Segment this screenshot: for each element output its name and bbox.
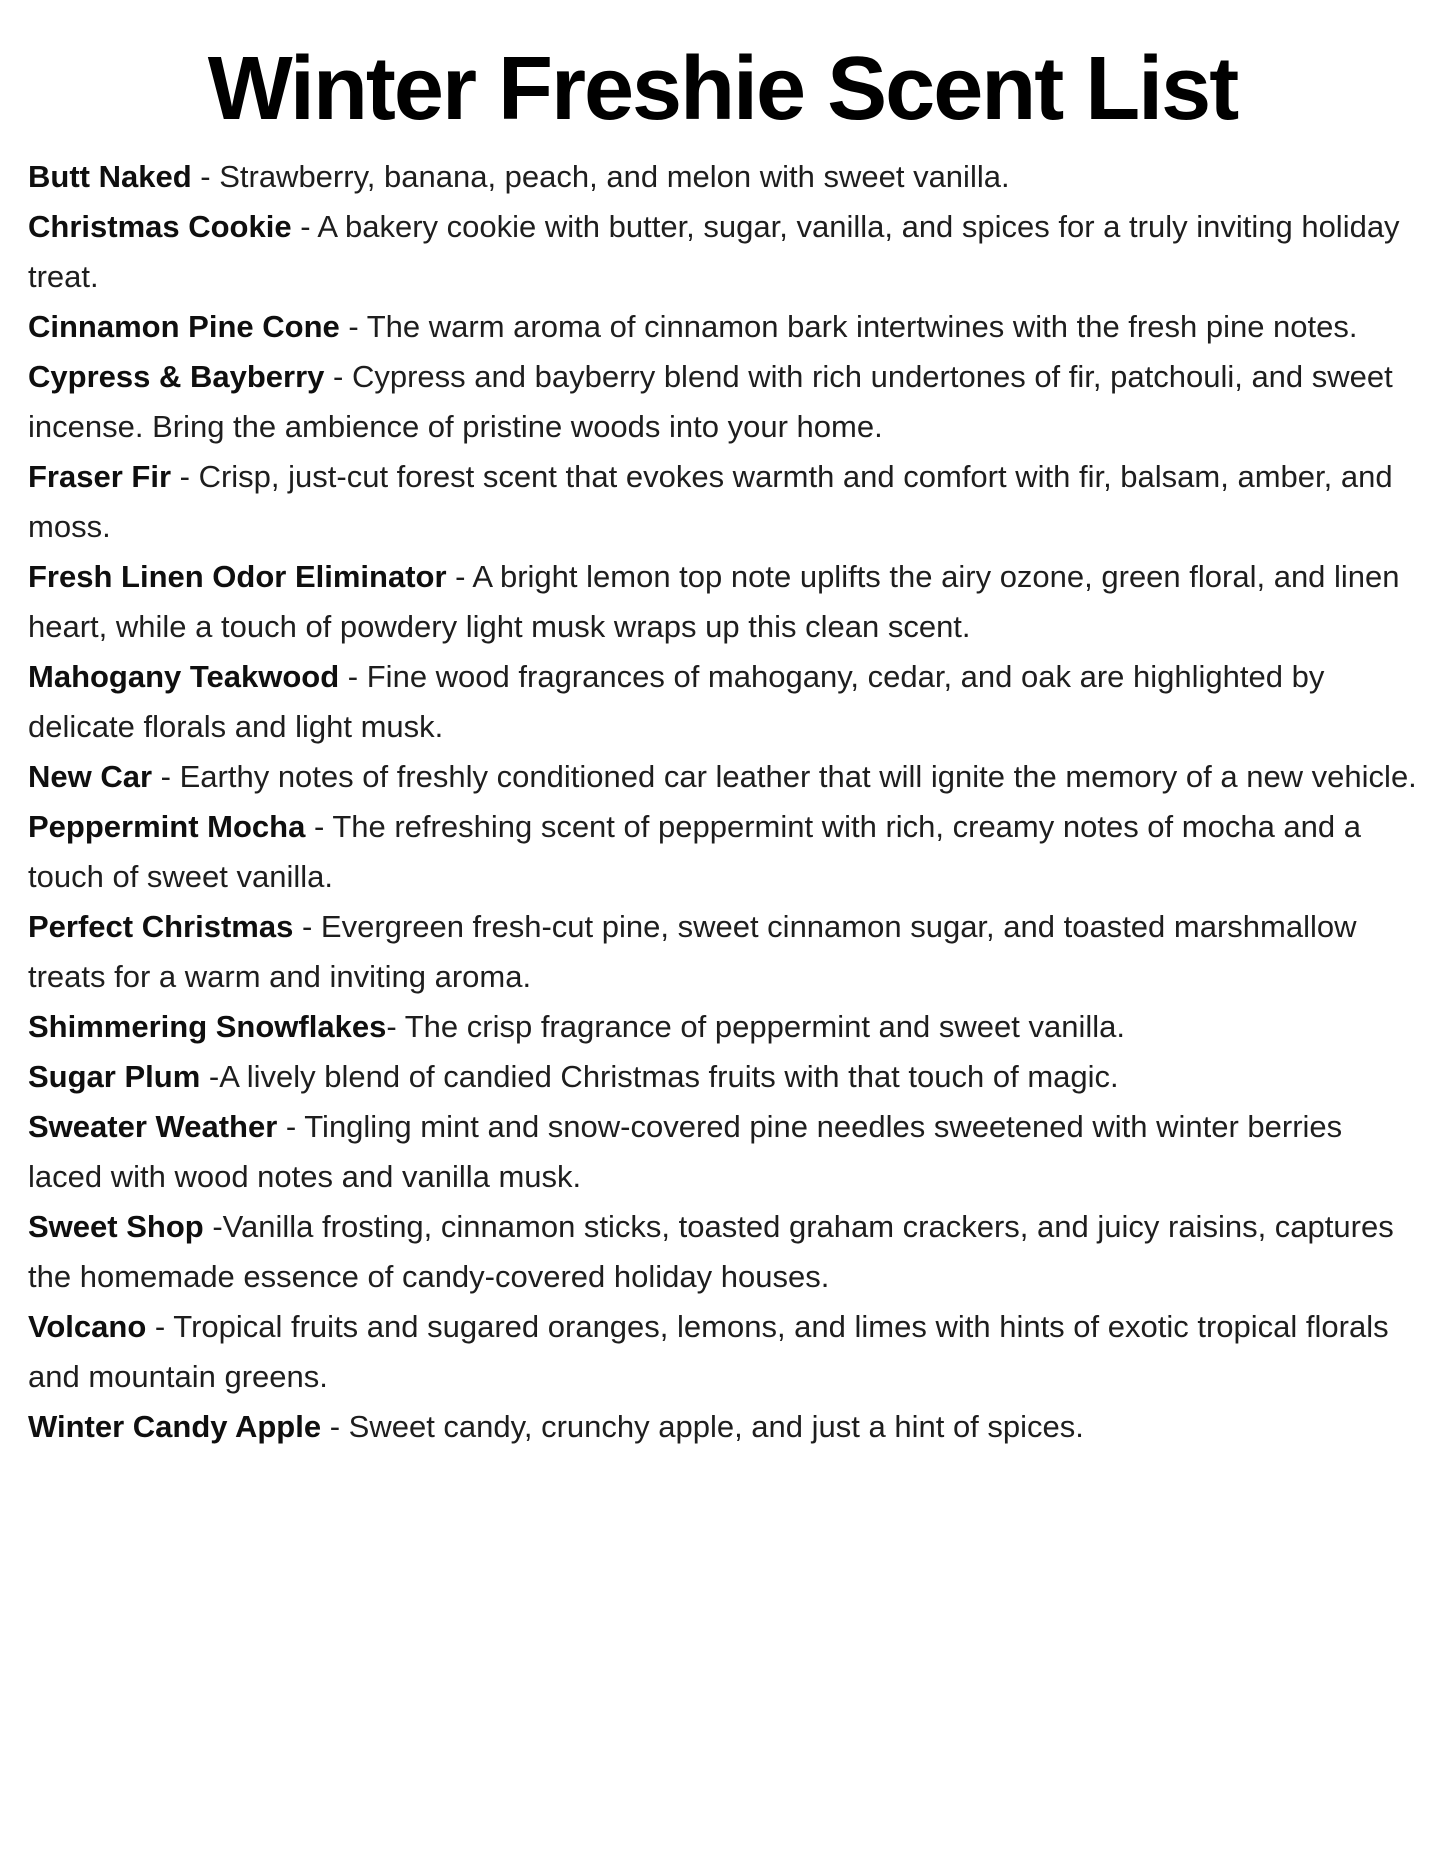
scent-name: Sweet Shop [28,1209,204,1244]
scent-separator: - [171,459,199,494]
scent-list [28,152,1417,1452]
scent-entry [28,652,1417,752]
scent-description: Fine wood fragrances of mahogany, cedar, and oak are highlighted by delicate florals and light musk. [28,659,1333,744]
scent-description: Vanilla frosting, cinnamon sticks, toasted graham crackers, and juicy raisins, captures the homemade essence of candy-covered holiday houses. [28,1209,1403,1294]
scent-entry [28,902,1417,1002]
scent-description: Crisp, just-cut forest scent that evokes warmth and comfort with fir, balsam, amber, and moss. [28,459,1402,544]
scent-entry [28,1402,1417,1452]
scent-description: Strawberry, banana, peach, and melon with sweet vanilla. [219,159,1010,194]
scent-description: Sweet candy, crunchy apple, and just a hint of spices. [348,1409,1084,1444]
scent-entry [28,452,1417,552]
scent-separator: - [277,1109,305,1144]
scent-separator: - [386,1009,405,1044]
scent-description: The warm aroma of cinnamon bark intertwines with the fresh pine notes. [366,309,1358,344]
scent-name: Mahogany Teakwood [28,659,340,694]
scent-name: Volcano [28,1309,147,1344]
scent-name: Shimmering Snowflakes [28,1009,387,1044]
scent-entry [28,1052,1417,1102]
scent-description: Tropical fruits and sugared oranges, lemons, and limes with hints of exotic tropical florals and mountain greens. [28,1309,1398,1394]
scent-name: Winter Candy Apple [28,1409,322,1444]
scent-description: A lively blend of candied Christmas fruits with that touch of magic. [219,1059,1119,1094]
scent-name: Christmas Cookie [28,209,292,244]
scent-name: Perfect Christmas [28,909,294,944]
scent-entry [28,752,1417,802]
scent-entry [28,152,1417,202]
scent-name: Cypress & Bayberry [28,359,325,394]
scent-separator: - [152,759,180,794]
scent-separator: - [324,359,352,394]
scent-name: Butt Naked [28,159,192,194]
scent-separator: - [191,159,220,194]
scent-entry [28,1002,1417,1052]
scent-entry [28,352,1417,452]
scent-description: The crisp fragrance of peppermint and sweet vanilla. [404,1009,1125,1044]
scent-separator: - [291,209,318,244]
scent-description: Tingling mint and snow-covered pine needles sweetened with winter berries laced with wood notes and vanilla musk. [28,1109,1351,1194]
scent-entry [28,302,1417,352]
scent-separator: - [203,1209,223,1244]
scent-description: A bright lemon top note uplifts the airy ozone, green floral, and linen heart, while a touch of powdery light musk wraps up this clean scent. [28,559,1409,644]
scent-separator: - [293,909,321,944]
scent-description: The refreshing scent of peppermint with rich, creamy notes of mocha and a touch of sweet vanilla. [28,809,1370,894]
scent-entry [28,1202,1417,1302]
scent-separator: - [305,809,333,844]
scent-separator: - [339,659,367,694]
scent-name: Sweater Weather [28,1109,278,1144]
scent-name: Fresh Linen Odor Eliminator [28,559,447,594]
scent-name: Sugar Plum [28,1059,201,1094]
scent-separator: - [146,1309,174,1344]
scent-name: Cinnamon Pine Cone [28,309,340,344]
scent-entry [28,802,1417,902]
page-title: Winter Freshie Scent List [207,39,1238,139]
scent-description: Earthy notes of freshly conditioned car leather that will ignite the memory of a new vehicle. [179,759,1417,794]
scent-separator: - [200,1059,220,1094]
scent-entry [28,1302,1417,1402]
scent-entry [28,202,1417,302]
scent-name: Fraser Fir [28,459,172,494]
scent-separator: - [446,559,473,594]
scent-description: A bakery cookie with butter, sugar, vanilla, and spices for a truly inviting holiday treat. [28,209,1409,294]
scent-name: Peppermint Mocha [28,809,306,844]
scent-separator: - [339,309,367,344]
scent-entry [28,1102,1417,1202]
scent-name: New Car [28,759,153,794]
scent-separator: - [321,1409,349,1444]
scent-entry [28,552,1417,652]
scent-description: Evergreen fresh-cut pine, sweet cinnamon sugar, and toasted marshmallow treats for a warm and inviting aroma. [28,909,1366,994]
scent-description: Cypress and bayberry blend with rich undertones of fir, patchouli, and sweet incense. Bring the ambience of pristine woods into your home. [28,359,1402,444]
